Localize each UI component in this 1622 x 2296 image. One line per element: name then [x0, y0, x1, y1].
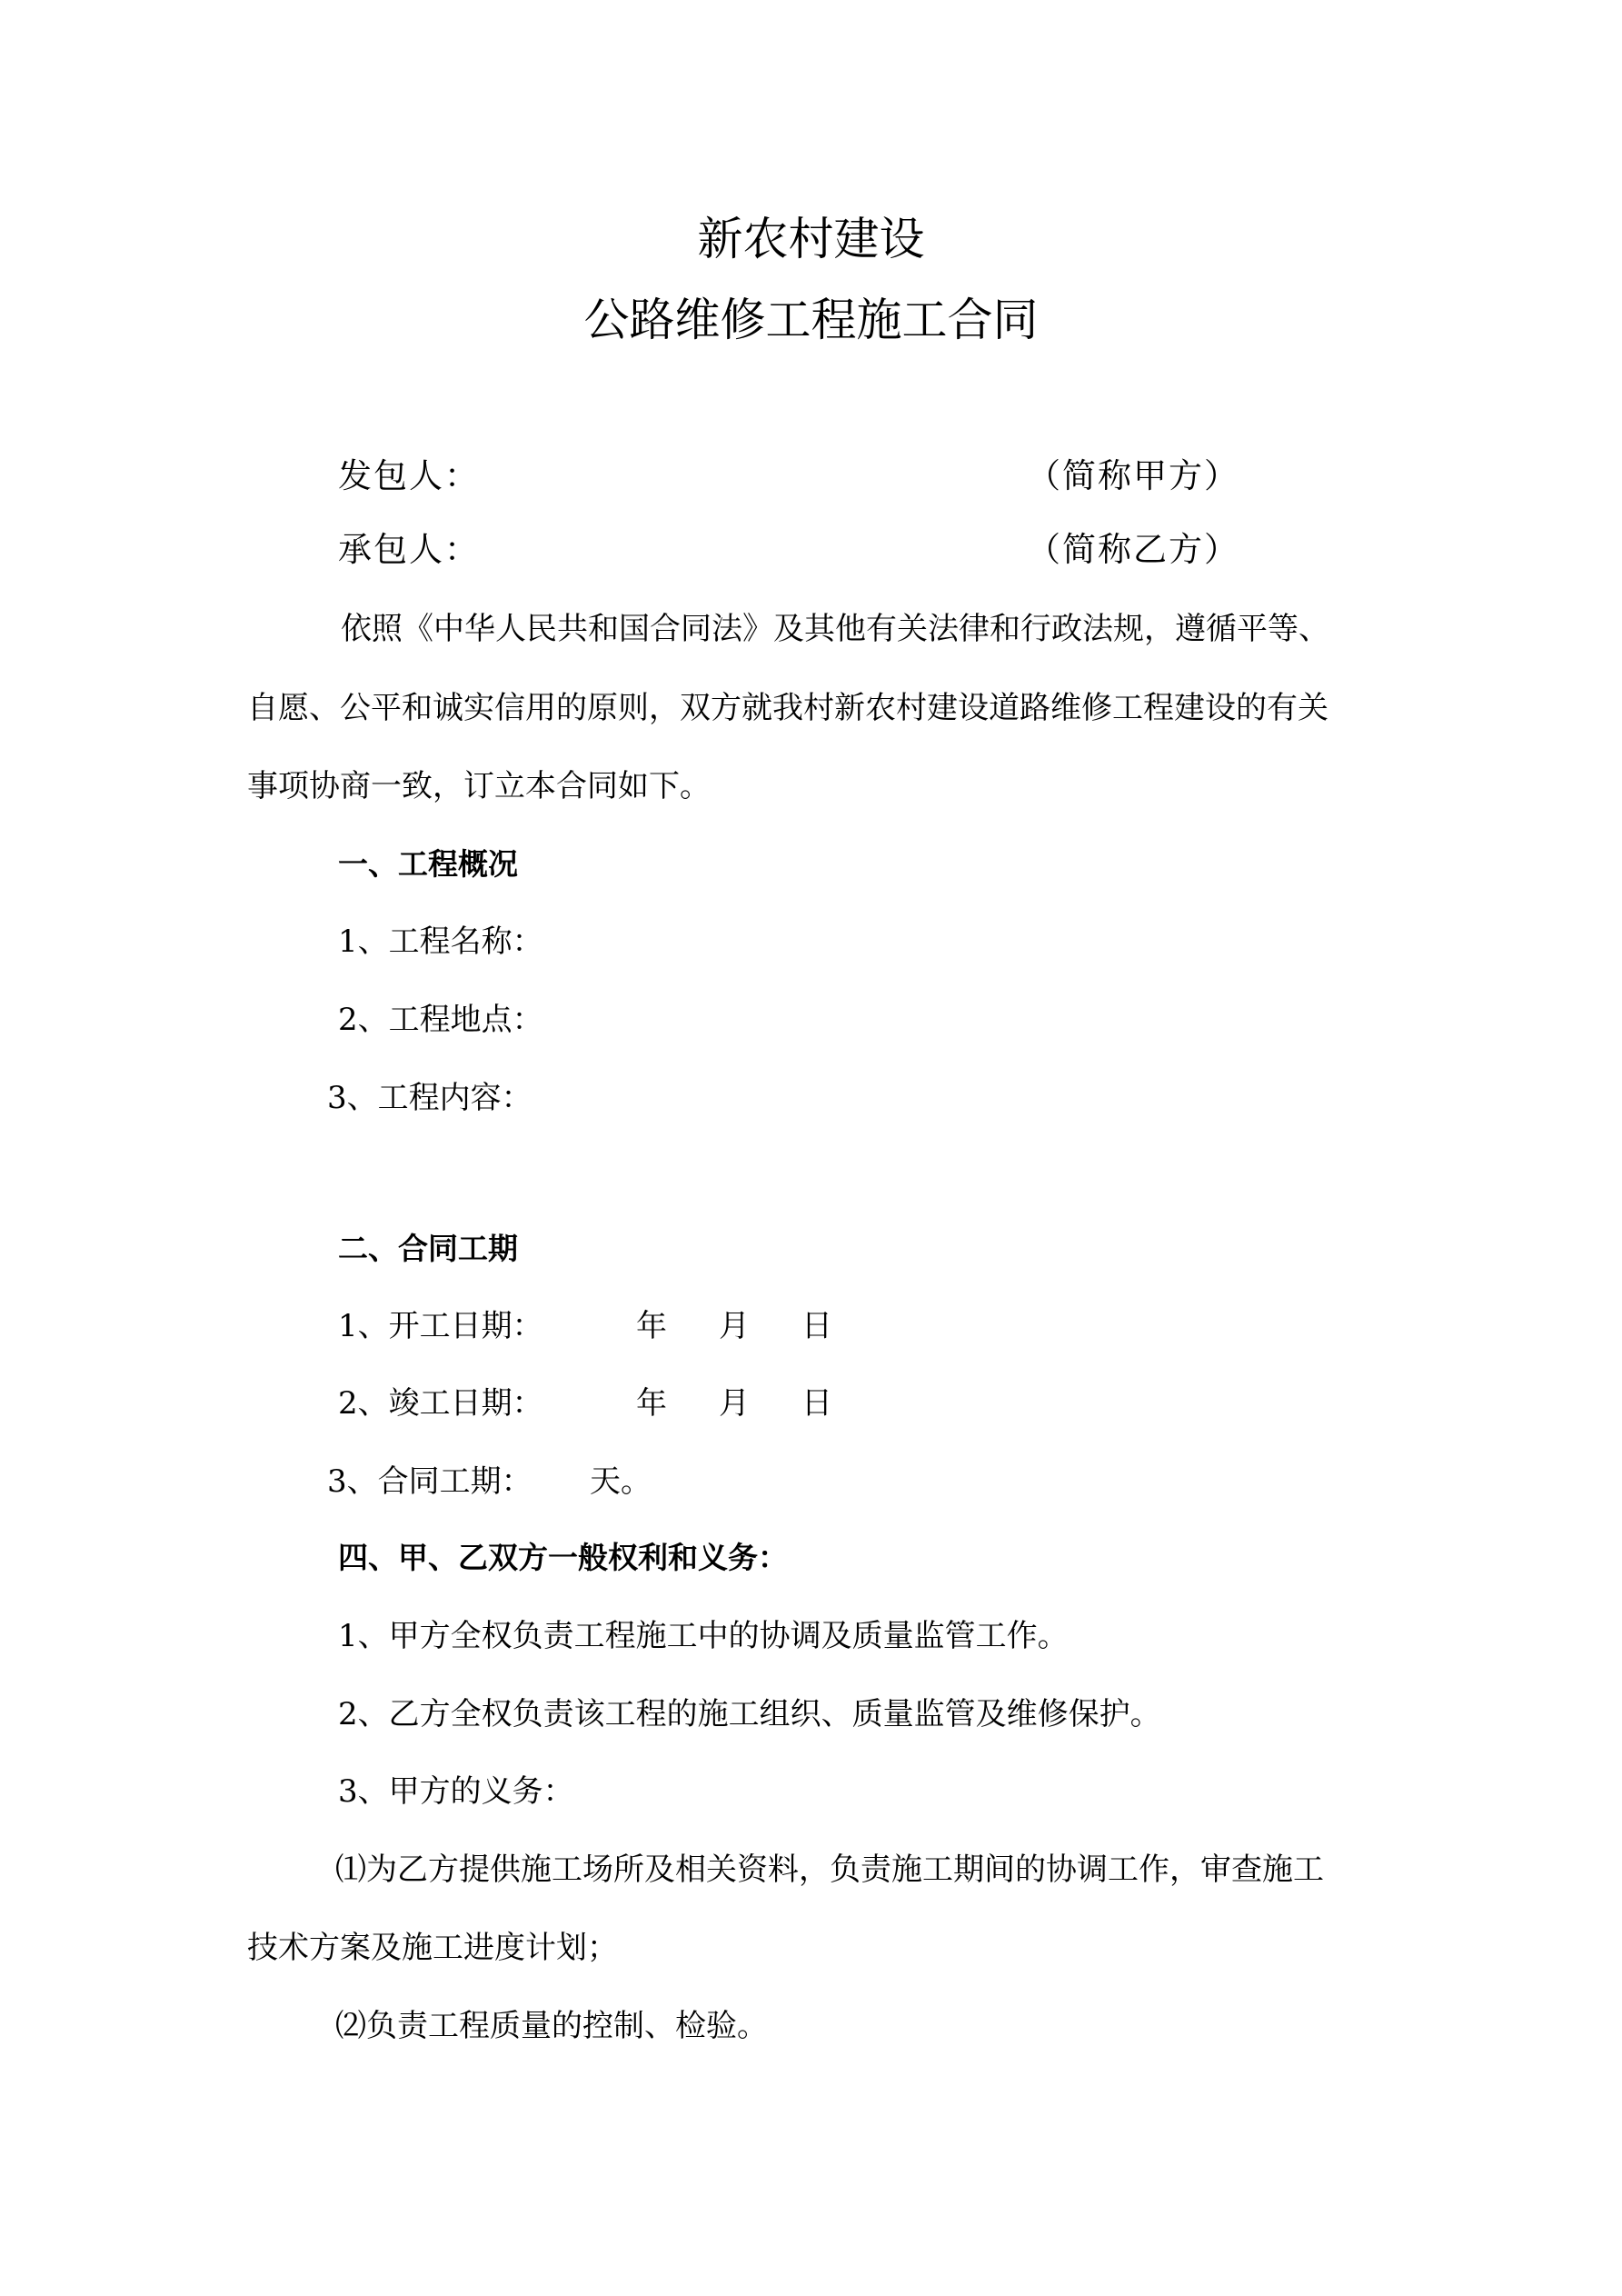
end-date-day: 日	[801, 1385, 832, 1422]
start-date-month: 月	[719, 1308, 750, 1344]
preamble-line-3: 事项协商一致，订立本合同如下。	[247, 768, 711, 804]
section-4-sub-1-line-1: ⑴为乙方提供施工场所及相关资料，负责施工期间的协调工作，审查施工	[335, 1852, 1324, 1888]
section-4-heading: 四、甲、乙双方一般权利和义务：	[338, 1540, 788, 1575]
preamble-line-1: 依照《中华人民共和国合同法》及其他有关法律和行政法规，遵循平等、	[341, 611, 1329, 647]
section-4-item-3: 3、甲方的义务：	[338, 1773, 574, 1810]
party-b-label: 承包人：	[338, 530, 480, 569]
duration-unit: 天。	[590, 1463, 652, 1500]
section-4-item-1: 1、甲方全权负责工程施工中的协调及质量监管工作。	[338, 1618, 1069, 1654]
party-a-note: （简称甲方）	[1027, 456, 1239, 495]
section-1-heading: 一、工程概况	[338, 846, 518, 882]
end-date-month: 月	[719, 1385, 750, 1422]
section-1-item-1: 1、工程名称：	[338, 923, 543, 960]
title-line-2: 公路维修工程施工合同	[583, 294, 1039, 346]
preamble-line-2: 自愿、公平和诚实信用的原则，双方就我村新农村建设道路维修工程建设的有关	[247, 690, 1328, 726]
end-date-label: 2、竣工日期：	[338, 1385, 543, 1422]
section-1-item-3: 3、工程内容：	[327, 1080, 532, 1116]
start-date-year: 年	[636, 1308, 667, 1344]
section-4-sub-2: ⑵负责工程质量的控制、检验。	[335, 2008, 768, 2044]
party-a-label: 发包人：	[338, 456, 480, 495]
section-4-item-2: 2、乙方全权负责该工程的施工组织、质量监管及维修保护。	[338, 1696, 1161, 1732]
party-b-note: （简称乙方）	[1027, 530, 1239, 569]
duration-label: 3、合同工期：	[327, 1463, 532, 1500]
section-4-sub-1-line-2: 技术方案及施工进度计划；	[247, 1930, 618, 1966]
start-date-label: 1、开工日期：	[338, 1308, 543, 1344]
section-1-item-2: 2、工程地点：	[338, 1002, 543, 1038]
start-date-day: 日	[801, 1308, 832, 1344]
section-2-heading: 二、合同工期	[338, 1231, 518, 1266]
title-line-1: 新农村建设	[697, 213, 925, 265]
end-date-year: 年	[636, 1385, 667, 1422]
